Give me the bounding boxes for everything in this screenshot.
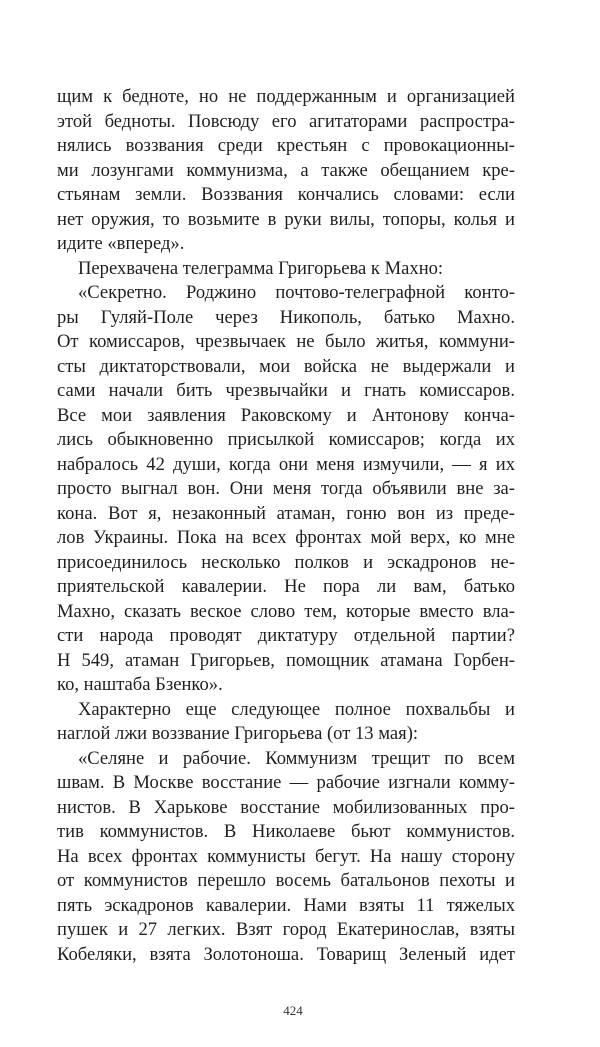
text-line: кона. Вот я, незаконный атаман, гоню вон из преде- [57,502,515,524]
text-line: лись обыкновенно присылкой комиссаров; когда их [57,429,515,450]
text-line: Все мои заявления Раковскому и Антонову конча- [57,404,515,426]
text-line: Кобеляки, взята Золотоноша. Товарищ Зеленый идет [57,943,515,965]
text-line: нет оружия, то возьмите в руки вилы, топоры, колья и [57,208,515,230]
text-line: этой бедноты. Повсюду его агитаторами распростра- [57,110,515,132]
text-line: пушек и 27 легких. Взят город Екатеринослав, взяты [57,919,515,940]
text-line: от коммунистов перешло восемь батальонов пехоты и [57,870,515,891]
text-line: тив коммунистов. В Николаеве бьют коммунистов. [57,821,515,842]
text-line: На всех фронтах коммунисты бегут. На нашу сторону [57,845,515,867]
text-line: присоединилось несколько полков и эскадронов не- [57,551,515,573]
text-line: просто выгнал вон. Они меня тогда объявили вне за- [57,478,515,499]
text-line: лов Украины. Пока на всех фронтах мой верх, ко мне [57,527,515,548]
text-line: сами начали бить чрезвычайки и гнать комиссаров. [57,380,515,401]
text-line: пять эскадронов кавалерии. Нами взяты 11 тяжелых [57,894,515,916]
text-line: швам. В Москве восстание — рабочие изгнали комму- [57,772,515,793]
text-line: От комиссаров, чрезвычаек не было житья, коммуни- [57,331,515,352]
text-line: «Секретно. Роджино почтово-телеграфной конто- [78,282,515,303]
text-line: идите «вперед». [57,233,185,254]
text-line: Н 549, атаман Григорьев, помощник атамана Горбен- [57,649,515,671]
text-line: Характерно еще следующее полное похвальбы и [78,698,515,720]
text-line: сти народа проводят диктатуру отдельной партии? [57,625,515,646]
text-line: приятельской кавалерии. Не пора ли вам, батько [57,576,515,597]
text-line: Перехвачена телеграмма Григорьева к Махно: [78,257,444,279]
text-line: ко, наштаба Бзенко». [57,674,223,695]
page-body-text [57,85,515,967]
text-line: нялись воззвания среди крестьян с провокационны- [57,135,515,156]
text-line: «Селяне и рабочие. Коммунизм трещит по всем [78,747,515,769]
text-line: наглой лжи воззвание Григорьева (от 13 мая): [57,723,419,744]
page-number: 424 [283,1003,303,1018]
text-line: Махно, сказать веское слово тем, которые вместо вла- [57,600,515,622]
text-line: ры Гуляй-Поле через Никополь, батько Махно. [57,306,515,328]
text-line: набралось 42 души, когда они меня измучили, — я их [57,453,515,475]
text-line: стьянам земли. Воззвания кончались словами: если [57,184,515,205]
text-line: щим к бедноте, но не поддержанным и организацией [57,86,515,107]
text-line: ми лозунгами коммунизма, а также обещанием кре- [57,159,515,181]
text-line: сты диктаторствовали, мои войска не выдержали и [57,355,515,377]
text-line: нистов. В Харькове восстание мобилизованных про- [57,796,515,818]
